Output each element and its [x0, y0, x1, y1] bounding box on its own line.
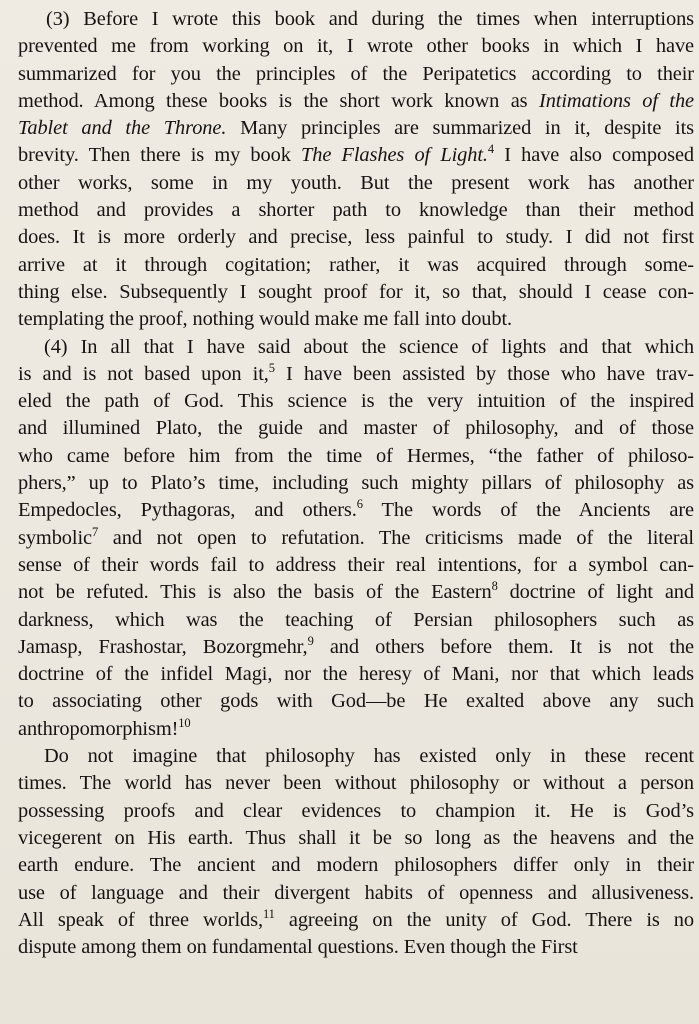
text-span: summarized for you the principles of the Peripatetics according to their	[18, 62, 694, 85]
text-span: Many principles are summarized in it, despite its	[226, 117, 694, 140]
text-span: use of language and their divergent habits of openness and allusiveness.	[18, 881, 694, 904]
italic-title: The Flashes of Light.	[301, 144, 488, 167]
text-span: and others before them. It is not the	[313, 635, 694, 658]
text-span: doctrine of light and	[497, 581, 695, 604]
text-line	[18, 6, 694, 33]
text-line	[18, 798, 694, 825]
text-span: sense of their words fail to address their real intentions, for a symbol can-	[18, 553, 694, 576]
footnote-marker: 7	[91, 524, 99, 539]
text-line	[18, 497, 694, 524]
text-line	[18, 825, 694, 852]
text-line	[18, 579, 694, 606]
text-line	[18, 224, 694, 251]
text-span: doctrine of the infidel Magi, nor the heresy of Mani, nor that which leads	[18, 663, 694, 686]
text-line	[18, 361, 694, 388]
text-line	[18, 607, 694, 634]
text-span: Jamasp, Frashostar, Bozorgmehr,	[18, 635, 308, 658]
paragraph-3	[18, 6, 694, 334]
text-line	[18, 115, 694, 142]
footnote-marker: 4	[487, 142, 495, 157]
text-line	[18, 770, 694, 797]
text-line	[18, 688, 694, 715]
italic-title: Intimations of the	[539, 89, 694, 112]
text-span: All speak of three worlds,	[18, 908, 263, 931]
text-span: earth endure. The ancient and modern philosophers differ only in their	[18, 854, 694, 877]
text-span: method. Among these books is the short work known as	[18, 89, 539, 112]
text-line	[18, 634, 694, 661]
text-line	[18, 443, 694, 470]
text-line	[18, 661, 694, 688]
text-line	[18, 306, 694, 333]
footnote-marker: 9	[307, 633, 314, 648]
text-line	[18, 716, 694, 743]
text-span: phers,” up to Plato’s time, including such mighty pillars of philosophy as	[18, 472, 694, 495]
text-span: darkness, which was the teaching of Persian philosophers such as	[18, 608, 694, 631]
paragraph-5	[18, 743, 694, 961]
footnote-marker: 10	[178, 715, 191, 730]
text-span: times. The world has never been without philosophy or without a person	[18, 772, 694, 795]
footnote-marker: 8	[491, 579, 498, 594]
body-text	[18, 6, 694, 961]
text-span: method and provides a shorter path to knowledge than their method	[18, 199, 694, 222]
text-span: eled the path of God. This science is the very intuition of the inspired	[18, 390, 694, 413]
text-span: I have been assisted by those who have trav-	[274, 362, 694, 385]
text-line	[18, 61, 694, 88]
text-span: anthropomorphism!	[18, 717, 179, 740]
italic-title: Tablet and the Throne.	[18, 117, 227, 140]
text-line	[18, 170, 694, 197]
text-span: to associating other gods with God—be He exalted above any such	[18, 690, 694, 713]
text-line	[18, 252, 694, 279]
text-span: does. It is more orderly and precise, less painful to study. I did not first	[18, 226, 694, 249]
text-line	[18, 415, 694, 442]
text-line	[18, 525, 694, 552]
text-line	[18, 880, 694, 907]
text-span: arrive at it through cogitation; rather, it was acquired through some-	[18, 253, 694, 276]
text-line	[18, 197, 694, 224]
text-line	[18, 852, 694, 879]
text-line	[18, 279, 694, 306]
text-span: vicegerent on His earth. Thus shall it be so long as the heavens and the	[18, 826, 694, 849]
text-line	[18, 552, 694, 579]
text-span: agreeing on the unity of God. There is no	[274, 908, 694, 931]
text-span: not be refuted. This is also the basis of the Eastern	[18, 581, 492, 604]
text-line	[18, 142, 694, 169]
paragraph-4	[18, 334, 694, 743]
text-span: dispute among them on fundamental questions. Even though the First	[18, 936, 578, 959]
text-line	[18, 470, 694, 497]
footnote-marker: 6	[356, 497, 363, 512]
text-span: (3) Before I wrote this book and during the times when interruptions	[46, 8, 694, 30]
text-span: and not open to refutation. The criticisms made of the literal	[98, 526, 694, 549]
text-span: symbolic	[18, 526, 92, 549]
text-line	[18, 88, 694, 115]
text-line	[18, 334, 694, 361]
text-span: and illumined Plato, the guide and master of philosophy, and of those	[18, 417, 694, 440]
text-line	[18, 743, 694, 770]
text-span: brevity. Then there is my book	[18, 144, 302, 167]
text-span: prevented me from working on it, I wrote other books in which I have	[18, 35, 694, 58]
text-line	[18, 388, 694, 415]
text-span: Do not imagine that philosophy has existed only in these recent	[44, 745, 694, 768]
text-line	[18, 934, 694, 961]
text-span: (4) In all that I have said about the science of lights and that which	[44, 335, 694, 358]
text-span: The words of the Ancients are	[362, 499, 695, 522]
text-line	[18, 33, 694, 60]
text-span: is and is not based upon it,	[18, 362, 269, 385]
text-span: possessing proofs and clear evidences to champion it. He is God’s	[18, 799, 694, 822]
text-line	[18, 907, 694, 934]
text-span: I have also composed	[494, 144, 694, 167]
text-span: templating the proof, nothing would make me fall into doubt.	[18, 308, 513, 331]
text-span: Empedocles, Pythagoras, and others.	[18, 499, 357, 522]
footnote-marker: 5	[268, 360, 275, 375]
text-span: thing else. Subsequently I sought proof for it, so that, should I cease con-	[18, 280, 694, 303]
footnote-marker: 11	[262, 906, 275, 921]
text-span: other works, some in my youth. But the present work has another	[18, 171, 694, 194]
text-span: who came before him from the time of Hermes, “the father of philoso-	[18, 444, 694, 467]
